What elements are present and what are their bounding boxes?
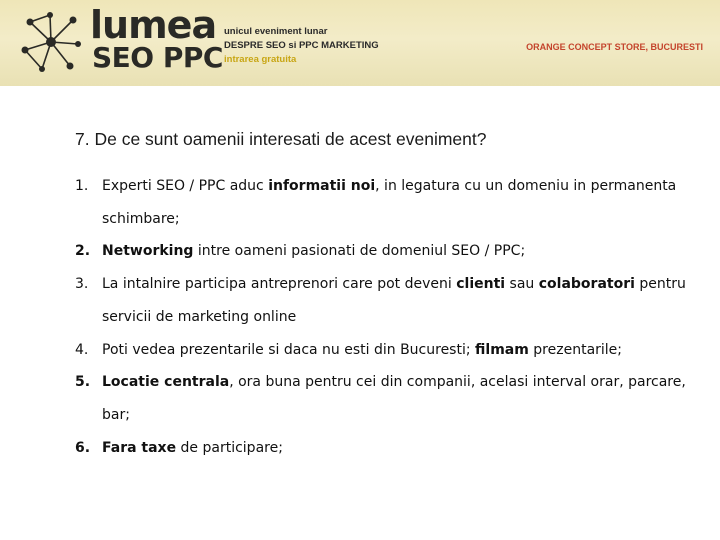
item-highlight: Networking: [102, 243, 194, 260]
list-item: [75, 268, 695, 333]
network-logo-icon: [20, 10, 82, 74]
tagline-line-3: intrarea gratuita: [224, 54, 297, 65]
item-number: 2.: [75, 243, 91, 260]
item-text: prezentarile;: [528, 341, 623, 358]
list-item: [75, 432, 695, 465]
item-number: 5.: [75, 374, 91, 391]
list-item: [75, 170, 695, 235]
tagline-line-2: DESPRE SEO si PPC MARKETING: [224, 40, 379, 51]
item-text: de participare;: [176, 439, 283, 456]
reasons-list: [75, 170, 695, 464]
slide-title: 7. De ce sunt oamenii interesati de acest eveniment?: [75, 129, 487, 149]
tagline-line-1: unicul eveniment lunar: [224, 26, 328, 37]
logo-lumea: lumea: [90, 3, 217, 47]
logo-seo-ppc: SEO PPC: [92, 41, 223, 74]
item-text: , in legatura cu un domeniu in permanenta schimbare;: [102, 178, 677, 227]
item-text: sau: [505, 276, 539, 293]
item-highlight: Fara taxe: [102, 439, 177, 456]
list-item: [75, 235, 695, 268]
item-text: La intalnire participa antreprenori care pot deveni: [102, 276, 457, 293]
item-highlight: informatii noi: [268, 178, 376, 194]
header-banner: [0, 0, 720, 86]
item-number: 3.: [75, 276, 89, 293]
item-text: Poti vedea prezentarile si daca nu esti din Bucuresti;: [102, 341, 476, 358]
item-highlight: colaboratori: [538, 276, 635, 293]
item-text: pentru servicii de marketing online: [102, 276, 686, 325]
item-highlight: Locatie centrala: [102, 374, 230, 391]
list-item: [75, 366, 695, 431]
venue-label: ORANGE CONCEPT STORE, BUCURESTI: [526, 42, 703, 52]
item-text: intre oameni pasionati de domeniul SEO / PPC;: [193, 243, 526, 260]
item-number: 4.: [75, 341, 89, 358]
item-text: , ora buna pentru cei din companii, acelasi interval orar, parcare, bar;: [102, 374, 686, 423]
item-highlight: clienti: [456, 276, 506, 293]
item-number: 6.: [75, 439, 91, 456]
item-number: 1.: [75, 178, 89, 194]
item-highlight: filmam: [475, 341, 529, 358]
list-item: [75, 334, 695, 367]
item-text: Experti SEO / PPC aduc: [102, 178, 269, 194]
